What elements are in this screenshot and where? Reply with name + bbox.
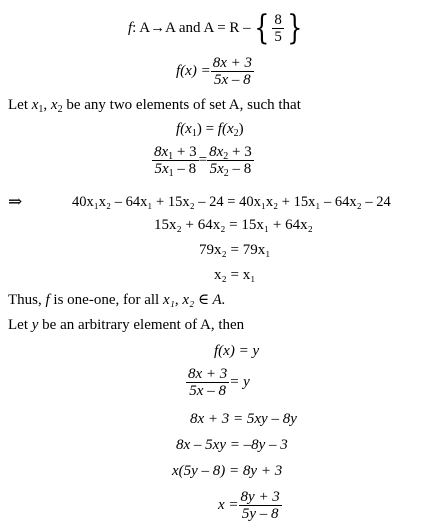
right-fraction bbox=[207, 144, 254, 177]
reduced-equation: 79x₂ = 79x₁ bbox=[199, 242, 271, 258]
text-let: Let bbox=[8, 317, 32, 333]
x-fraction bbox=[239, 489, 282, 522]
paren: ) bbox=[238, 121, 244, 137]
function-fraction bbox=[211, 55, 254, 88]
implies-symbol: ⇒ bbox=[8, 192, 23, 211]
fraction-numerator: 8x + 3 bbox=[212, 54, 252, 71]
subscript: 1 bbox=[191, 128, 197, 139]
expanded-equation: 40x₁x₂ – 64x₁ + 15x₂ – 24 = 40x₁x₂ + 15x₁ – 64x₂ – 24 bbox=[72, 194, 391, 210]
f-symbol: f bbox=[176, 121, 181, 137]
left-fraction bbox=[152, 144, 199, 177]
subscript: 2 bbox=[57, 104, 63, 115]
function-formula-line bbox=[176, 52, 254, 90]
fraction-numerator: $8x_1 + 3$ bbox=[154, 143, 197, 162]
fraction-8-5 bbox=[272, 12, 284, 45]
arg: (x bbox=[221, 121, 234, 137]
excluded-set bbox=[251, 8, 306, 48]
var-x: x bbox=[31, 97, 39, 113]
fraction-denominator: 5x – 8 bbox=[213, 71, 251, 88]
f-symbol: f bbox=[45, 292, 50, 308]
var-y: y bbox=[31, 317, 39, 333]
arg: (x bbox=[180, 121, 192, 137]
left-brace-icon: { bbox=[253, 8, 270, 48]
right-brace-icon: } bbox=[287, 8, 303, 48]
equality-f-line bbox=[176, 120, 244, 138]
subscript: 2 bbox=[233, 128, 239, 139]
y-fraction bbox=[186, 366, 229, 399]
result-equation: x₂ = x₁ bbox=[214, 267, 256, 283]
text-arbitrary: be an arbitrary element of A, then bbox=[38, 317, 245, 333]
fraction-equality-line bbox=[152, 140, 254, 180]
fraction-denominator: 5y – 8 bbox=[241, 505, 279, 522]
function-lhs: f(x) = bbox=[176, 63, 211, 79]
equals-y: = y bbox=[229, 374, 250, 390]
fraction-denominator: 5x – 8 bbox=[189, 382, 226, 399]
vars-in-set: x₁, x₂ ∈ A. bbox=[162, 292, 226, 308]
function-definition-line bbox=[128, 8, 305, 48]
subscript: 1 bbox=[38, 104, 44, 115]
arrow-icon: → bbox=[150, 20, 166, 36]
onto-statement bbox=[8, 316, 244, 334]
text-such-that: be any two elements of set A, such that bbox=[62, 97, 301, 113]
one-one-conclusion bbox=[8, 291, 225, 309]
x-solution-line bbox=[218, 484, 282, 526]
fraction-numerator: 8 bbox=[274, 11, 282, 28]
f-symbol: f bbox=[217, 121, 222, 137]
text-one-one: is one-one, for all bbox=[49, 292, 163, 308]
f-equals-y: f(x) = y bbox=[214, 343, 260, 359]
var-x: x bbox=[50, 97, 58, 113]
simplified-equation: 15x₂ + 64x₂ = 15x₁ + 64x₂ bbox=[154, 217, 313, 233]
fraction-numerator: 8x + 3 bbox=[188, 365, 228, 382]
codomain-text: A and A = R – bbox=[165, 20, 251, 36]
fraction-numerator: 8y + 3 bbox=[240, 488, 280, 505]
let-statement bbox=[8, 96, 301, 114]
x-equals: x = bbox=[218, 497, 239, 513]
cross-multiply-equation: 8x + 3 = 5xy – 8y bbox=[190, 411, 297, 427]
domain-text: : A bbox=[132, 20, 151, 36]
equals: ) = bbox=[196, 121, 218, 137]
fraction-denominator: $5x_1 - 8$ bbox=[154, 160, 197, 179]
fraction-equals-y-line bbox=[186, 362, 250, 402]
comma: , bbox=[43, 97, 51, 113]
rearranged-equation: 8x – 5xy = –8y – 3 bbox=[176, 437, 288, 453]
text-thus: Thus, bbox=[8, 292, 46, 308]
f-symbol: f bbox=[128, 20, 133, 36]
factored-equation: x(5y – 8) = 8y + 3 bbox=[172, 463, 283, 479]
fraction-denominator: 5 bbox=[274, 28, 282, 45]
equals: = bbox=[198, 152, 208, 168]
text-let: Let bbox=[8, 97, 32, 113]
fraction-denominator: $5x_2 - 8$ bbox=[209, 160, 252, 179]
fraction-numerator: $8x_2 + 3$ bbox=[209, 143, 252, 162]
